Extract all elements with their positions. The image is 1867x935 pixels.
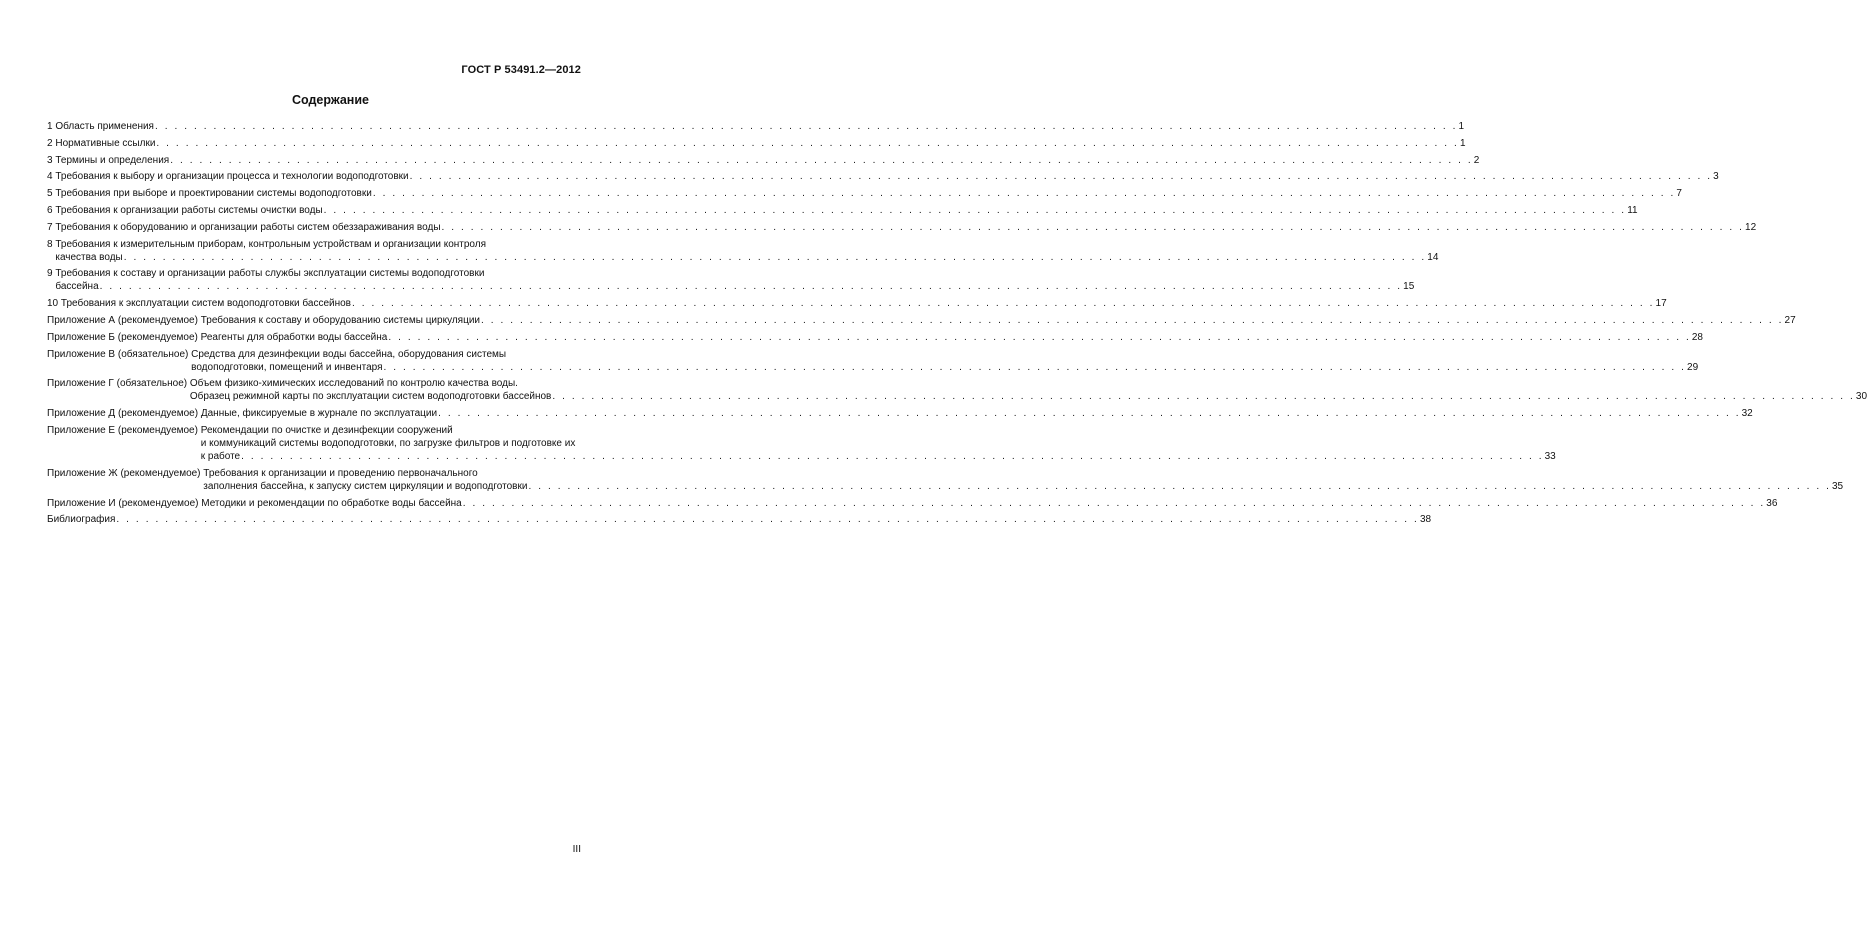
toc-leader-dots (155, 120, 1458, 133)
toc-entry-page: 15 (1403, 281, 1415, 293)
toc-entry-page: 1 (1458, 121, 1465, 132)
toc-leader-dots (124, 251, 1427, 264)
toc-entry-text: Область применения (55, 121, 154, 132)
toc-entry[interactable] (47, 314, 1796, 327)
toc-leader-dots (352, 297, 1655, 310)
toc-entry-page: 38 (1419, 514, 1432, 526)
toc-entry[interactable] (47, 137, 1466, 150)
toc-entry[interactable] (47, 204, 1638, 217)
toc-leader-dots (156, 137, 1459, 150)
toc-entry-text: Термины и определения (55, 154, 170, 166)
toc-entry-page: 12 (1745, 221, 1757, 233)
toc-entry[interactable] (47, 513, 1432, 526)
toc-entry-text: Средства для дезинфекции воды бассейна, оборудования системы (191, 348, 507, 360)
toc-leader-dots (324, 204, 1627, 217)
toc-entry-text: Методики и рекомендации по обработке воды бассейна (201, 497, 462, 509)
table-of-contents (47, 120, 1867, 530)
toc-entry-text: Требования к составу и организации работы службы эксплуатации системы водоподготовки (55, 268, 485, 280)
toc-entry-text: и коммуникаций системы водоподготовки, по загрузке фильтров и подготовке их (200, 437, 576, 449)
toc-leader-dots (442, 221, 1745, 234)
toc-entry-prefix: Приложение Е (рекомендуемое) (47, 424, 201, 436)
toc-leader-dots (528, 480, 1831, 493)
toc-leader-dots (463, 497, 1766, 510)
toc-entry-prefix: 2 (47, 137, 56, 149)
toc-entry-page: 27 (1784, 314, 1796, 326)
toc-entry[interactable] (47, 407, 1753, 420)
toc-entry[interactable] (47, 467, 1844, 493)
toc-entry-prefix: 3 (47, 154, 56, 166)
toc-entry-text: качества воды (55, 251, 123, 263)
document-id: ГОСТ Р 53491.2—2012 (461, 64, 581, 76)
toc-entry-text: Реагенты для обработки воды бассейна (200, 331, 388, 343)
toc-entry-text: бассейна (55, 281, 99, 293)
toc-entry[interactable] (47, 221, 1757, 234)
toc-entry-prefix: Приложение Д (рекомендуемое) (47, 408, 201, 420)
toc-entry-prefix: 4 (47, 171, 56, 183)
toc-leader-dots (100, 280, 1403, 293)
toc-entry-text: водоподготовки, помещений и инвентаря (191, 361, 383, 373)
toc-entry-text: Требования к организации и проведению первоначального (203, 467, 478, 479)
toc-entry-text: Требования к составу и оборудованию системы циркуляции (200, 314, 480, 326)
toc-entry[interactable] (47, 297, 1667, 310)
toc-title: Содержание (291, 93, 369, 107)
toc-leader-dots (241, 450, 1544, 463)
toc-entry-page: 29 (1687, 361, 1699, 373)
toc-entry-text: Требования к оборудованию и организации работы систем обеззараживания воды (55, 221, 441, 233)
toc-entry-page: 28 (1691, 331, 1703, 343)
toc-entry-prefix: 6 (47, 204, 56, 216)
toc-leader-dots (384, 361, 1687, 374)
toc-leader-dots (116, 513, 1419, 526)
toc-entry-prefix: 5 (47, 188, 56, 200)
toc-entry-prefix: 1 (47, 121, 56, 132)
toc-entry-page: 32 (1741, 408, 1753, 420)
toc-entry-text: Требования к измерительным приборам, контрольным устройствам и организации контроля (55, 238, 487, 250)
toc-entry[interactable] (47, 331, 1703, 344)
toc-entry-prefix: 8 (47, 238, 56, 250)
toc-entry-prefix: 9 (47, 268, 56, 280)
toc-entry-prefix: Приложение Г (обязательное) (47, 378, 190, 390)
toc-entry-page: 3 (1713, 171, 1719, 183)
toc-entry[interactable] (47, 170, 1719, 183)
toc-entry-text: Образец режимной карты по эксплуатации систем водоподготовки бассейнов (189, 391, 552, 403)
toc-entry[interactable] (47, 154, 1480, 167)
toc-entry-text: Требования к выбору и организации процесса и технологии водоподготовки (55, 171, 409, 183)
toc-entry-page: 17 (1655, 298, 1667, 310)
toc-entry-page: 1 (1459, 137, 1466, 149)
toc-entry-text: Объем физико-химических исследований по контролю качества воды. (189, 378, 518, 390)
toc-entry[interactable] (47, 424, 1556, 463)
toc-entry[interactable] (47, 377, 1867, 403)
toc-entry-text: Рекомендации по очистке и дезинфекции сооружений (200, 424, 453, 436)
toc-entry-page: 30 (1855, 391, 1867, 403)
toc-entry[interactable] (47, 497, 1778, 510)
toc-entry-page: 11 (1627, 204, 1638, 216)
toc-leader-dots (373, 187, 1676, 200)
toc-entry-text: Библиография (47, 514, 116, 526)
toc-entry-prefix: Приложение Б (рекомендуемое) (47, 331, 201, 343)
toc-leader-dots (410, 170, 1713, 183)
toc-entry-text: Данные, фиксируемые в журнале по эксплуатации (200, 408, 438, 420)
toc-entry-prefix: 7 (47, 221, 56, 233)
toc-leader-dots (552, 390, 1855, 403)
toc-entry-page: 14 (1427, 251, 1439, 263)
toc-leader-dots (481, 314, 1784, 327)
toc-entry-page: 33 (1544, 450, 1556, 462)
toc-entry[interactable] (47, 187, 1682, 200)
toc-entry-text: Требования к организации работы системы очистки воды (55, 204, 323, 216)
toc-entry[interactable] (47, 238, 1439, 264)
toc-entry[interactable] (47, 120, 1465, 133)
toc-entry-text: к работе (200, 450, 241, 462)
toc-entry-text: Нормативные ссылки (55, 137, 156, 149)
toc-leader-dots (170, 154, 1473, 167)
toc-entry-prefix: Приложение А (рекомендуемое) (47, 314, 201, 326)
toc-entry-page: 2 (1473, 154, 1480, 166)
page-number: III (572, 844, 581, 855)
toc-entry-page: 36 (1766, 497, 1778, 509)
toc-leader-dots (388, 331, 1691, 344)
toc-entry-prefix: 10 (47, 298, 61, 310)
toc-entry-prefix: Приложение Ж (рекомендуемое) (47, 467, 204, 479)
toc-entry[interactable] (47, 348, 1699, 374)
toc-leader-dots (438, 407, 1741, 420)
toc-entry-page: 7 (1676, 188, 1682, 200)
toc-entry-prefix: Приложение И (рекомендуемое) (47, 497, 202, 509)
toc-entry-text: Требования к эксплуатации систем водоподготовки бассейнов (60, 298, 351, 310)
toc-entry-prefix: Приложение В (обязательное) (47, 348, 192, 360)
toc-entry[interactable] (47, 267, 1415, 293)
toc-entry-page: 35 (1831, 480, 1844, 492)
toc-entry-text: заполнения бассейна, к запуску систем циркуляции и водоподготовки (203, 480, 528, 492)
toc-entry-text: Требования при выборе и проектировании системы водоподготовки (55, 188, 372, 200)
